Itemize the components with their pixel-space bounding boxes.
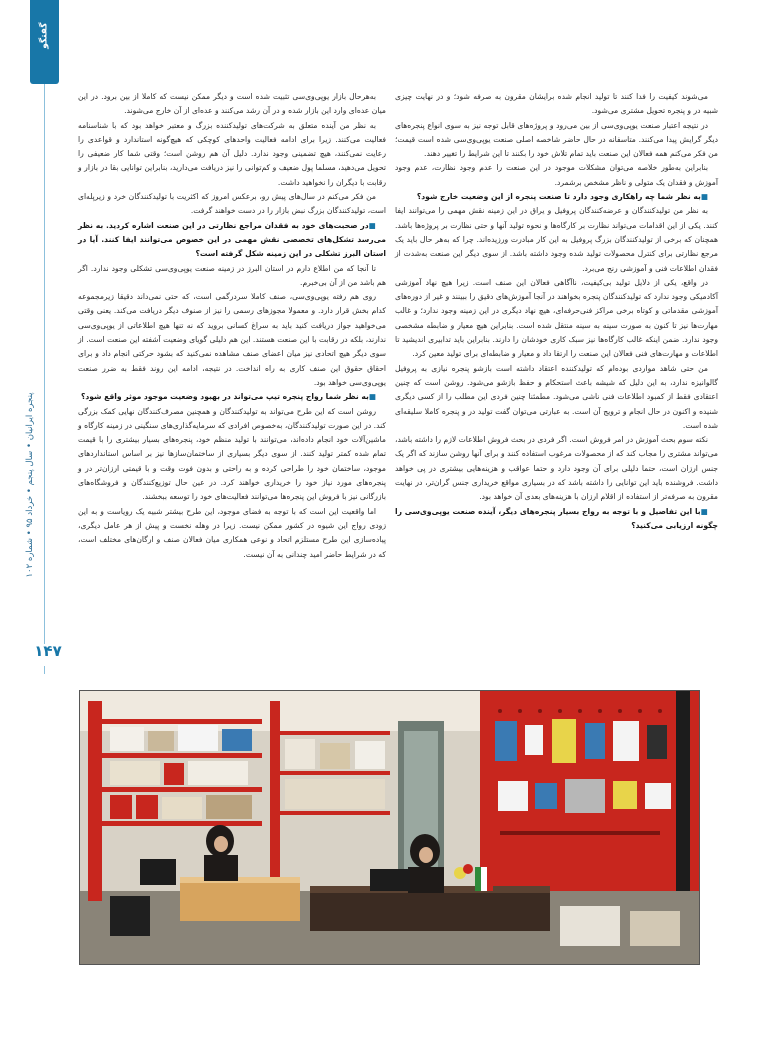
body-paragraph: نکته سوم بحث آموزش در امر فروش است. اگر فردی در بحث فروش اطلاعات لازم را داشته باشد، می‌تواند مشتری را مجاب کند که از محصولات مرغوب استفاده کنند و برای آنها روشن سازند که اگر یک جنس ارزان است، حتما دلیلی برای آن وجود دارد و حتما عواقب و هزینه‌هایی بیشتری در پی خواهد داشت. فروشنده باید این توانایی را داشته باشد که در بسیاری مواقع خریداری جنس گران‌تر، در نهایت مقرون به صرفه‌تر از استفاده از اقلام ارزان با هزینه‌های بعدی آن خواهد بود. <box>395 435 718 502</box>
page-number-tick <box>44 666 45 674</box>
article-photo <box>79 690 700 965</box>
body-paragraph: به نظر من تولیدکنندگان و عرضه‌کنندگان پروفیل و یراق در این زمینه نقش مهمی را می‌توانند ایفا کنند. یکی از این اقدامات می‌تواند نظارت بر کارگاه‌ها و نحوه تولید آنها و حتی نظارت بر پروژه‌ها باشد. همچنان که برخی از تولیدکنندگان بزرگ پروفیل به این کار مبادرت ورزیده‌اند. چرا که به‌هر حال باید یک مرجع نظارتی برای کنترل محصولات تولید شده وجود داشته باشد. از سوی دیگر این صنعت به‌شدت از فقدان اطلاعات فنی و آموزشی رنج می‌برد. <box>395 206 718 273</box>
body-paragraph: به‌هرحال بازار یوپی‌وی‌سی تثبیت شده است و دیگر ممکن نیست که کاملا از بین برود. در این میان عده‌ای وارد این بازار شده و در آن رشد می‌کنند و عده‌ای از آن خارج می‌شوند. <box>78 92 386 116</box>
page-number: ۱۴۷ <box>34 642 62 660</box>
body-paragraph: به نظر من آینده متعلق به شرکت‌های تولیدکننده بزرگ و معتبر خواهد بود که با شناسنامه فعالیت می‌کنند. زیرا برای ادامه فعالیت واحدهای کوچکی که هیچ‌گونه استاندارد و قواعدی را رعایت نمی‌کنند، هیچ تضمینی وجود ندارد. دلیل آن هم روشن است؛ وقتی شما کار ضعیفی را تحویل می‌دهید، مسلما پول ضعیف و کم‌توانی را نیز دریافت می‌دارید، بنابراین توانایی بقا در بازار و رقابت با دیگران را نخواهید داشت. <box>78 120 386 187</box>
section-tab <box>30 0 59 84</box>
article-column-right <box>395 90 718 533</box>
body-paragraph: من حتی شاهد مواردی بوده‌ام که تولیدکننده اعتقاد داشته است بازشو پنجره نیازی به پروفیل گالوانیزه ندارد، به این دلیل که شیشه باعث استحکام و حفظ بازشو می‌شود. روشن است که چنین اعتقادی فقط از کمبود اطلاعات فنی ناشی می‌شود. مطمئنا چنین فردی این مطلب را از کسی دیگری شنیده و اکنون در حال انجام و ترویج آن است. به عبارتی می‌توان گفت تولید در و پنجره کاملا سلیقه‌ای شده است. <box>395 363 718 430</box>
side-divider <box>44 84 45 644</box>
body-paragraph: در واقع، یکی از دلایل تولید بی‌کیفیت، ناآگاهی فعالان این صنف است. زیرا هیچ نهاد آموزشی آکادمیکی وجود ندارد که تولیدکنندگان پنجره بخواهند در آنجا آموزش‌های دقیق را ببینند و غیر از دوره‌های آموزشی مقدماتی و کوتاه برخی مراکز فنی‌حرفه‌ای، هیچ نهاد دیگری در این زمینه وجود ندارد؛ و غالب مهارت‌ها نیز تا کنون به صورت سینه به سینه منتقل شده است. بنابراین هیچ معیار و ضابطه مشخصی وجود ندارد. ضمن اینکه غالب کارگاه‌ها نیز سبک کاری خودشان را دارند. بنابراین باید تدابیری اندیشید تا اطلاعات و مهارت‌های فنی فعالان این صنعت را ارتقا داد و معیار و ضابطه‌ای برای تولید معین کرد. <box>395 277 718 359</box>
interview-question: ■ به نظر شما چه راهکاری وجود دارد تا صنعت پنجره از این وضعیت خارج شود؟ <box>395 190 718 204</box>
section-tab-label: گفتگو <box>39 22 50 49</box>
interview-question: ■ با این تفاصیل و با توجه به رواج بسیار پنجره‌های دیگر، آینده صنعت یوپی‌وی‌سی را چگونه ارزیابی می‌کنید؟ <box>395 505 718 534</box>
issue-meta: پنجره ایرانیان • سال پنجم • خرداد ۹۵ • شماره ۱۰۲ <box>25 392 35 578</box>
body-paragraph: روی هم رفته یوپی‌وی‌سی، صنف کاملا سردرگمی است، که حتی نمی‌داند دقیقا زیرمجموعه کدام بخش قرار دارد. و معمولا مجوزهای رسمی را نیز از صنوف دیگر دریافت می‌کند. یعنی وقتی می‌خواهید جواز دریافت کنید باید به سراغ کسانی بروید که نه تنها هیچ اطلاعاتی از یوپی‌وی‌سی ندارند، بلکه در رقابت با این صنعت هستند. این هم دلیلی گویای وضعیت آشفته این صنعت است. از سوی دیگر هیچ اتحادی نیز میان اعضای صنف مشاهده نمی‌کنید که بشود حرکتی انجام داد و برای احقاق حقوق این صنف کاری به راه انداخت. در نتیجه، ادامه این روند فقط به ضرر صنعت یوپی‌وی‌سی خواهد بود. <box>78 292 386 387</box>
body-paragraph: تا آنجا که من اطلاع دارم در استان البرز در زمینه صنعت یوپی‌وی‌سی تشکلی وجود ندارد. اگر هم باشد من از آن بی‌خبرم. <box>78 263 386 287</box>
body-paragraph: می‌شوند کیفیت را فدا کنند تا تولید انجام شده برایشان مقرون به صرفه شود؛ و در نهایت چیزی شبیه در و پنجره تحویل مشتری می‌شود. <box>395 92 718 116</box>
body-paragraph: روشن است که این طرح می‌تواند به تولیدکنندگان و همچنین مصرف‌کنندگان نهایی کمک بزرگی کند. در این صورت تولیدکنندگان، به‌خصوص افرادی که سرمایه‌گذاری‌های سنگینی در زمینه کارگاه و ماشین‌آلات خود انجام داده‌اند، می‌توانند با تولید منظم خود، پنجره‌های بسیار بیشتری را با قیمت تمام شده کمتر تولید کنند. از سوی دیگر بسیاری از ساختمان‌سازها نیز بر اساس استانداردهای موجود، ساختمان خود را طراحی کرده و به راحتی و بدون فوت وقت و با قیمتی ارزان‌تر در و پنجره‌های مورد نیاز خود را خریداری خواهند کرد. در عین حال توزیع‌کنندگان و فروشگاه‌های بازرگانی نیز با فروش این پنجره‌ها می‌توانند فعالیت‌های خود را توسعه ببخشند. <box>78 406 386 502</box>
body-paragraph: بنابراین به‌طور خلاصه می‌توان مشکلات موجود در این صنعت را عدم وجود نظارت، عدم وجود آموزش و فقدان یک متولی و ناظر مشخص برشمرد. <box>395 163 718 187</box>
interview-question: ■ در صحبت‌های خود به فقدان مراجع نظارتی در این صنعت اشاره کردید. به نظر می‌رسد تشکل‌های تخصصی نقش مهمی در این خصوص می‌توانند ایفا کنند. آیا در استان البرز تشکلی در این زمینه شکل گرفته است؟ <box>78 219 386 262</box>
article-column-left <box>78 90 386 562</box>
body-paragraph: اما واقعیت این است که با توجه به فضای موجود، این طرح بیشتر شبیه یک رویاست و به این زودی رواج این شیوه در کشور ممکن نیست. زیرا در وهله نخست و پیش از هر عامل دیگری، پیاده‌سازی این طرح مستلزم اتحاد و نوعی همکاری میان فعالان صنف و ارگان‌های مختلف است، که در شرایط حاضر امید چندانی به آن نیست. <box>78 506 386 559</box>
body-paragraph: من فکر می‌کنم در سال‌های پیش رو، برعکس امروز که اکثریت با تولیدکنندگان خرد و زیرپله‌ای است، تولیدکنندگان بزرگ نبض بازار را در دست خواهند گرفت. <box>78 192 386 216</box>
interview-question: ■ به نظر شما رواج پنجره تیپ می‌تواند در بهبود وضعیت موجود موثر واقع شود؟ <box>78 390 386 404</box>
photo-illustration <box>80 691 699 964</box>
body-paragraph: در نتیجه اعتبار صنعت یوپی‌وی‌سی از بین می‌رود و پروژه‌های قابل توجه نیز به سوی انواع پنجره‌های دیگر گرایش پیدا می‌کنند. متاسفانه در حال حاضر شاخصه اصلی صنعت یوپی‌وی‌سی شده است قیمت؛ من فکر می‌کنم همه فعالان این صنعت باید تمام تلاش خود را بکنند تا این شرایط را تغییر دهند. <box>395 120 718 159</box>
